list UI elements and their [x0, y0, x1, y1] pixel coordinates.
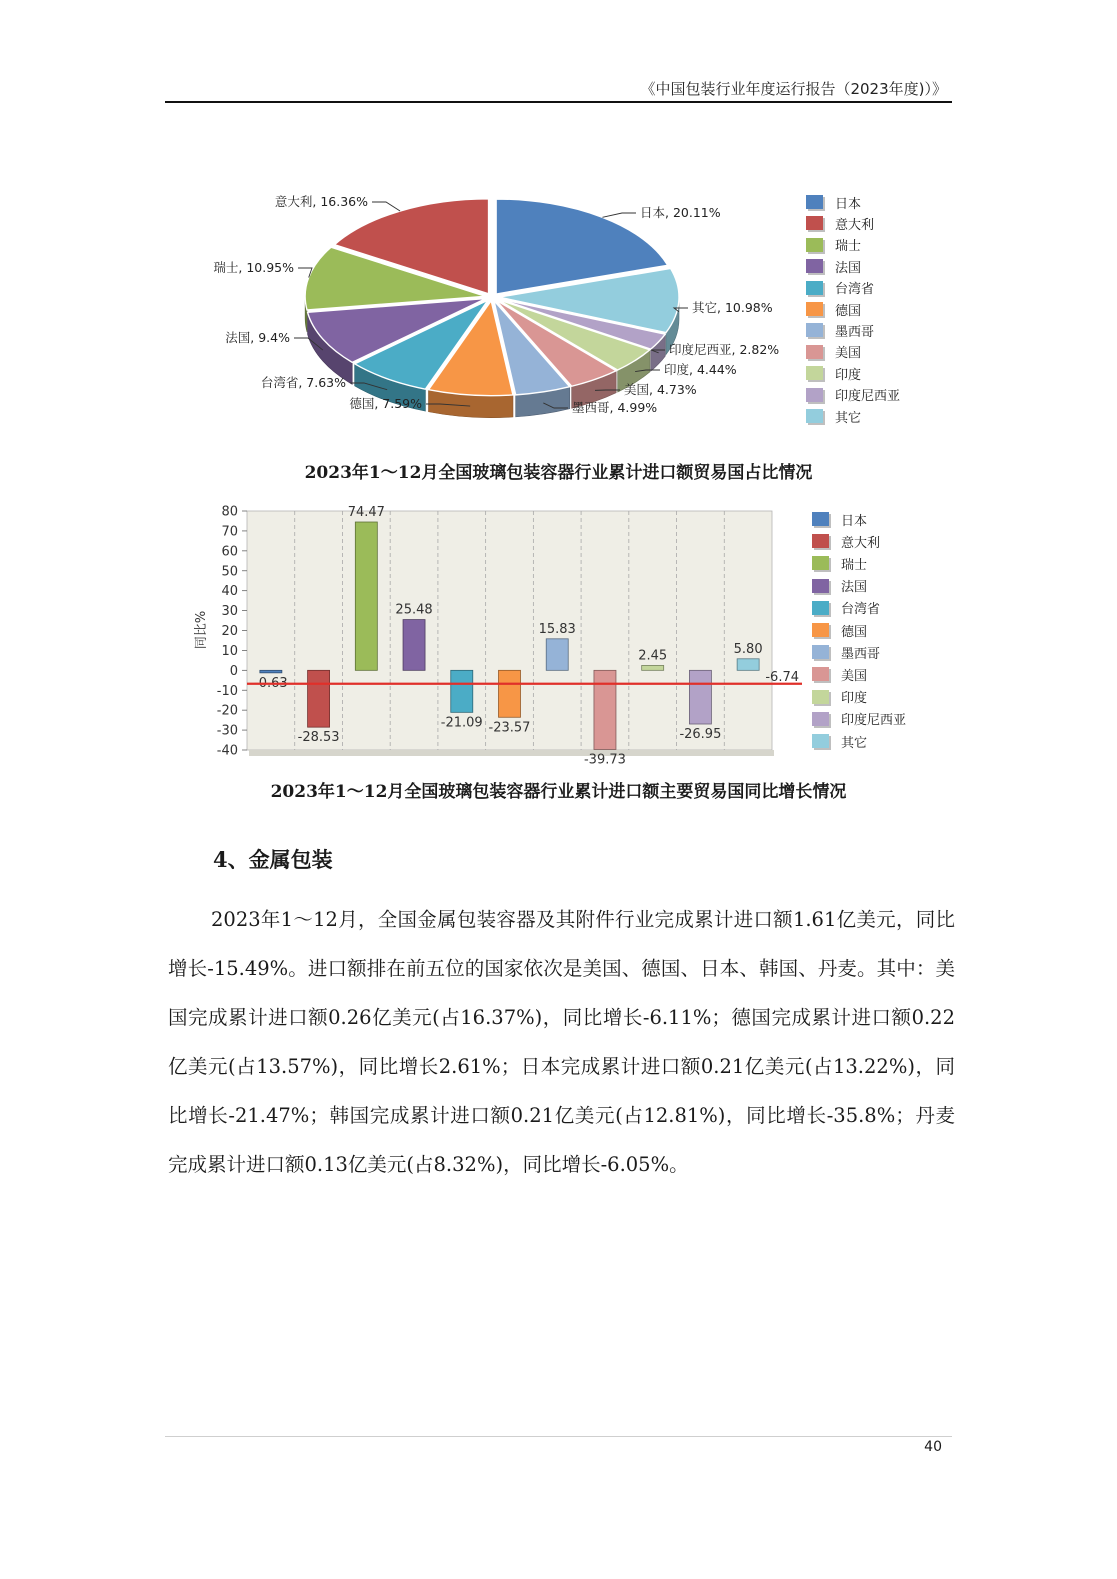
bar-legend-item	[812, 532, 880, 550]
legend-label: 台湾省	[835, 282, 875, 298]
legend-label: 法国	[841, 580, 868, 596]
legend-label: 其它	[835, 410, 862, 426]
y-tick-label: 20	[221, 624, 238, 639]
pie-data-label: 瑞士, 10.95%	[213, 260, 294, 275]
legend-label: 台湾省	[841, 602, 881, 618]
legend-label: 印度尼西亚	[835, 389, 901, 405]
y-tick-label: 60	[221, 544, 238, 560]
bar-value-label: -0.63	[254, 675, 288, 691]
bar	[594, 670, 616, 749]
y-tick-label: -10	[216, 683, 238, 699]
pie-data-label: 台湾省, 7.63%	[260, 375, 346, 390]
legend-swatch	[812, 712, 829, 726]
legend-label: 瑞士	[841, 557, 868, 573]
legend-swatch	[812, 601, 829, 615]
y-tick-label: -30	[216, 723, 238, 739]
bar	[308, 670, 330, 727]
bar	[546, 639, 568, 671]
legend-label: 德国	[835, 303, 862, 319]
pie-data-label: 德国, 7.59%	[349, 396, 422, 411]
bar-legend-item	[812, 599, 880, 617]
pie-data-label: 印度, 4.44%	[664, 362, 737, 377]
legend-label: 意大利	[835, 217, 875, 233]
y-tick-label: -40	[216, 743, 238, 759]
bar-legend-item	[812, 643, 880, 661]
legend-label: 意大利	[841, 535, 881, 551]
legend-label: 日本	[835, 196, 862, 212]
y-axis-label: 同比%	[194, 610, 209, 650]
bar-chart	[0, 0, 1117, 780]
bar-value-label: -23.57	[488, 720, 531, 736]
legend-label: 印度	[835, 367, 862, 383]
bar-value-label: 2.45	[638, 648, 668, 664]
section-heading: 4、金属包装	[213, 847, 333, 872]
legend-swatch	[812, 579, 829, 593]
y-tick-label: 50	[221, 564, 238, 580]
legend-swatch	[812, 623, 829, 637]
y-tick-label: 0	[229, 663, 238, 679]
y-tick-label: 70	[221, 524, 238, 540]
bar-value-label: -21.09	[440, 715, 483, 731]
plot-floor	[249, 750, 774, 756]
legend-swatch	[812, 667, 829, 681]
legend-label: 美国	[835, 346, 862, 362]
legend-label: 德国	[841, 624, 868, 640]
bar-legend-item	[812, 732, 867, 750]
bar-legend-item	[812, 577, 867, 595]
reference-line-label: -6.74	[765, 669, 799, 685]
bar-value-label: 5.80	[733, 641, 763, 657]
legend-label: 其它	[841, 735, 868, 751]
legend-swatch	[812, 556, 829, 570]
legend-swatch	[812, 645, 829, 659]
pie-data-label: 其它, 10.98%	[692, 300, 773, 315]
legend-label: 墨西哥	[841, 646, 881, 662]
bar-legend-item	[812, 710, 906, 728]
bar-value-label: -39.73	[583, 752, 626, 768]
bar-value-label: 15.83	[538, 621, 576, 637]
bar	[260, 670, 282, 673]
bar-legend-item	[812, 688, 867, 706]
bar-value-label: 25.48	[395, 602, 433, 618]
bar	[642, 665, 664, 670]
legend-label: 瑞士	[835, 239, 862, 255]
bar	[737, 659, 759, 671]
bar-legend-item	[812, 554, 867, 572]
bar	[689, 670, 711, 724]
bar-value-label: 74.47	[347, 505, 385, 521]
legend-label: 法国	[835, 260, 862, 276]
pie-data-label: 印度尼西亚, 2.82%	[669, 342, 780, 357]
bar-legend-item	[812, 665, 867, 683]
legend-label: 日本	[841, 513, 868, 529]
y-tick-label: 40	[221, 584, 238, 600]
page-number: 40	[924, 1439, 942, 1455]
bar-chart-caption: 2023年1～12月全国玻璃包装容器行业累计进口额主要贸易国同比增长情况	[270, 782, 847, 802]
y-tick-label: 80	[221, 504, 238, 520]
bar	[499, 670, 521, 717]
bar	[355, 522, 377, 670]
y-tick-label: 30	[221, 604, 238, 620]
legend-swatch	[812, 734, 829, 748]
pie-data-label: 美国, 4.73%	[624, 382, 697, 397]
pie-data-label: 墨西哥, 4.99%	[572, 400, 658, 415]
legend-swatch	[812, 534, 829, 548]
pie-chart-caption: 2023年1～12月全国玻璃包装容器行业累计进口额贸易国占比情况	[304, 463, 813, 483]
legend-label: 印度	[841, 691, 868, 707]
pie-data-label: 意大利, 16.36%	[274, 194, 368, 209]
bar-value-label: -28.53	[297, 730, 340, 746]
bar	[451, 670, 473, 712]
y-tick-label: 10	[221, 643, 238, 659]
bar-legend-item	[812, 621, 867, 639]
bar-value-label: -26.95	[679, 727, 722, 743]
pie-data-label: 法国, 9.4%	[225, 330, 290, 345]
legend-label: 美国	[841, 668, 868, 684]
pie-data-label: 日本, 20.11%	[640, 205, 721, 220]
report-header-title: 《中国包装行业年度运行报告（2023年度)）》	[640, 80, 947, 98]
bar	[403, 620, 425, 671]
legend-swatch	[812, 690, 829, 704]
legend-label: 墨西哥	[835, 324, 875, 340]
bar-legend-item	[812, 510, 867, 528]
legend-swatch	[812, 512, 829, 526]
legend-label: 印度尼西亚	[841, 713, 907, 729]
footer-divider	[165, 1436, 952, 1437]
body-paragraph: 2023年1～12月，全国金属包装容器及其附件行业完成累计进口额1.61亿美元，同比增长-15.49%。进口额排在前五位的国家依次是美国、德国、日本、韩国、丹麦。其中：美国完成累计进口额0.26亿美元(占16.37%)，同比增长-6.11%；德国完成累计进口额0.22亿美元(占13.57%)，同比增长2.61%；日本完成累计进口额0.21亿美元(占13.22%)，同比增长-21.47%；韩国完成累计进口额0.21亿美元(占12.81%)，同比增长-35.8%；丹麦完成累计进口额0.13亿美元(占8.32%)，同比增长-6.05%。	[168, 908, 955, 1176]
y-tick-label: -20	[216, 703, 238, 719]
